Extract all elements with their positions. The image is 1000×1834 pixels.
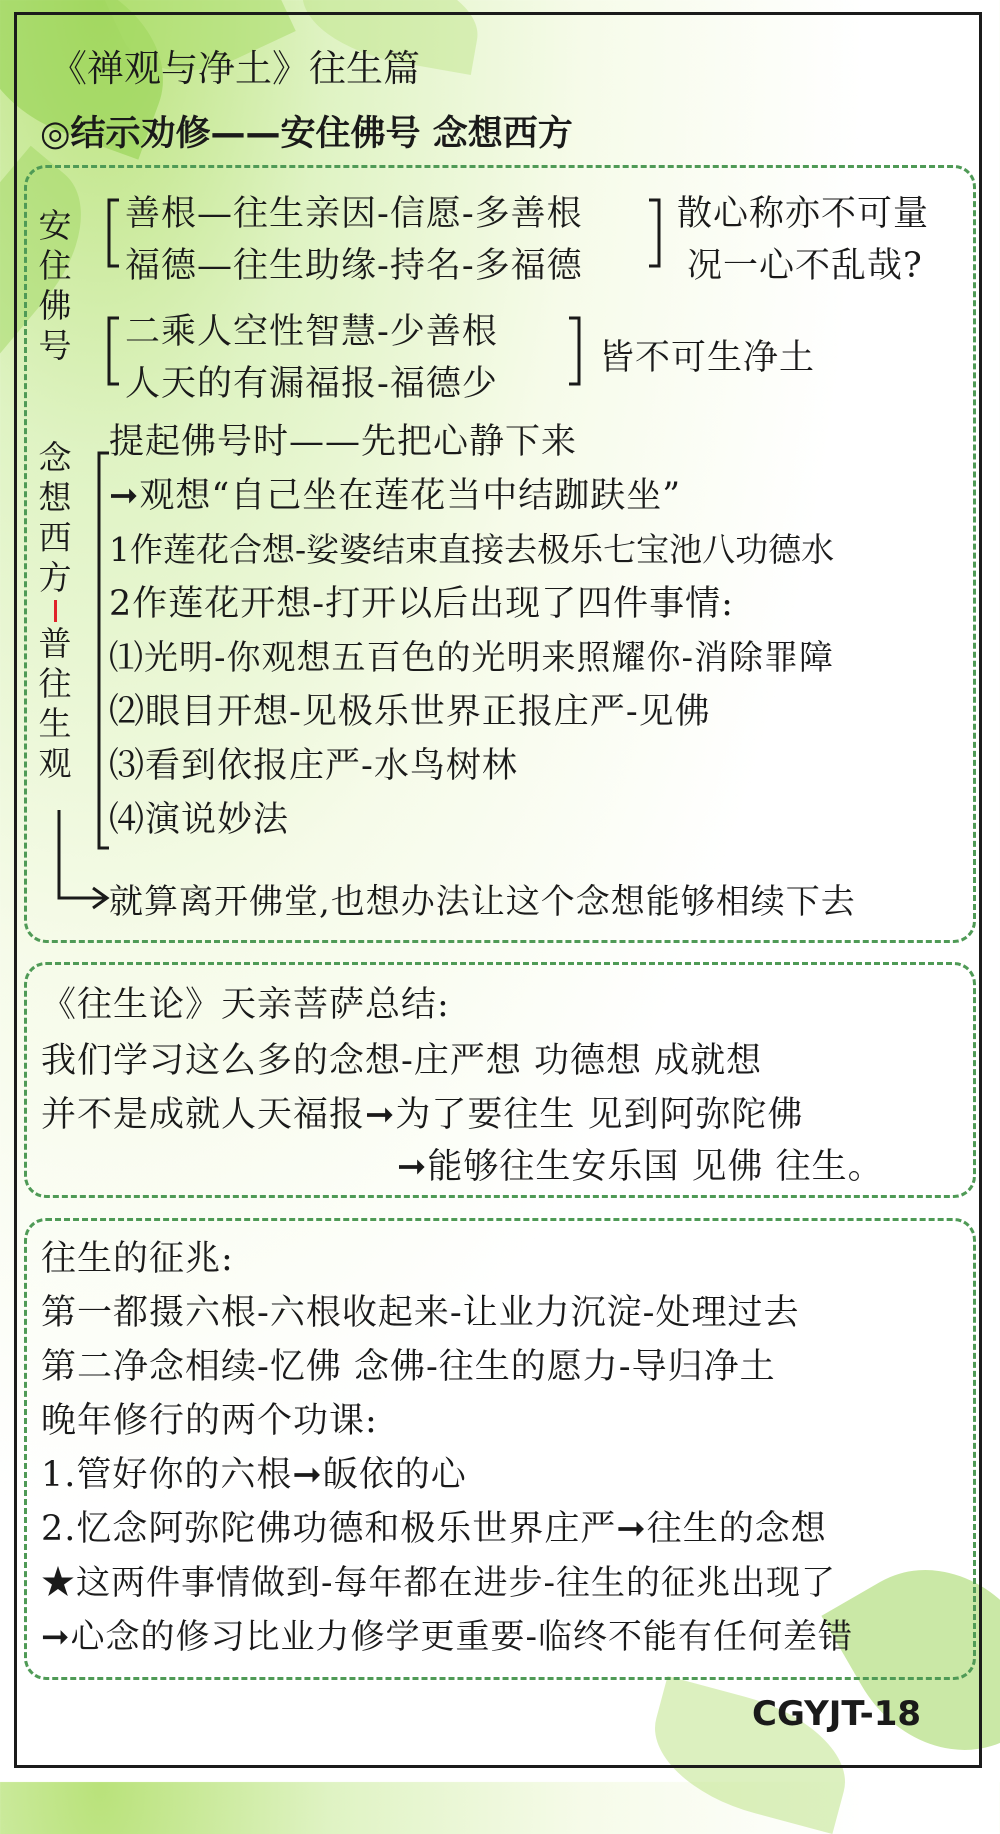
line-shangen: 善根—往生亲因-信愿-多善根: [125, 194, 583, 234]
step-xiangxu: 就算离开佛堂,也想办法让这个念想能够相续下去: [109, 882, 856, 922]
note-kuangyixin: 况一心不乱哉?: [687, 246, 923, 286]
gongke-line-4: ➞心念的修习比业力修学更重要-临终不能有任何差错: [41, 1617, 853, 1657]
step-lianhua-he: 1作莲花合想-娑婆结束直接去极乐七宝池八功德水: [109, 530, 835, 569]
red-separator: [35, 598, 75, 624]
gongke-line-3: ★这两件事情做到-每年都在进步-往生的征兆出现了: [41, 1563, 836, 1603]
wangshenglun-line-2: 并不是成就人天福报➞为了要往生 见到阿弥陀佛: [41, 1095, 804, 1135]
section-box-2: [24, 962, 976, 1198]
bracket-right-2: [567, 316, 587, 386]
section-heading: ◎结示劝修——安住佛号 念想西方: [40, 114, 573, 154]
bracket-left-1: [103, 198, 123, 268]
zhengzhao-title: 往生的征兆:: [41, 1239, 234, 1279]
step-yanmu: ⑵眼目开想-见极乐世界正报庄严-见佛: [109, 692, 711, 732]
wangshenglun-line-3: ➞能够往生安乐国 见佛 往生。: [397, 1147, 884, 1187]
step-guangming: ⑴光明-你观想五百色的光明来照耀你-消除罪障: [109, 638, 834, 678]
section-box-3: [24, 1218, 976, 1680]
wangshenglun-line-1: 我们学习这么多的念想-庄严想 功德想 成就想: [41, 1041, 763, 1081]
gongke-title: 晚年修行的两个功课:: [41, 1401, 378, 1441]
note-bukesheng: 皆不可生净土: [599, 338, 816, 378]
step-tiqi: 提起佛号时——先把心静下来: [109, 422, 578, 462]
footer-code: CGYJT-18: [752, 1694, 922, 1734]
bracket-right-1: [647, 198, 667, 268]
step-lianhua-kai: 2作莲花开想-打开以后出现了四件事情:: [109, 584, 734, 624]
bracket-left-2: [103, 316, 123, 386]
zhengzhao-line-2: 第二净念相续-忆佛 念佛-往生的愿力-导归净土: [41, 1347, 776, 1387]
arrow-continue: [47, 808, 117, 918]
zhengzhao-line-1: 第一都摄六根-六根收起来-让业力沉淀-处理过去: [41, 1293, 800, 1333]
step-guanxiang: ➞观想“自己坐在莲花当中结跏趺坐”: [109, 476, 682, 516]
page-title: 《禅观与净土》往生篇: [50, 47, 420, 90]
line-fude: 福德—往生助缘-持名-多福德: [125, 246, 583, 286]
line-rentian: 人天的有漏福报-福德少: [125, 364, 498, 404]
label-anzhu-foho: 安 住 佛 号: [38, 206, 72, 365]
step-yibao: ⑶看到依报庄严-水鸟树林: [109, 746, 518, 786]
wangshenglun-title: 《往生论》天亲菩萨总结:: [41, 985, 450, 1025]
step-yanshuo: ⑷演说妙法: [109, 800, 290, 840]
label-nianxiang-xifang: 念 想 西 方 普 往 生 观: [35, 438, 75, 784]
line-ercheng: 二乘人空性智慧-少善根: [125, 312, 498, 352]
gongke-line-1: 1.管好你的六根➞皈依的心: [41, 1455, 467, 1495]
note-sanxin: 散心称亦不可量: [677, 194, 930, 234]
gongke-line-2: 2.忆念阿弥陀佛功德和极乐世界庄严➞往生的念想: [41, 1509, 827, 1549]
section-box-1: [24, 165, 976, 943]
